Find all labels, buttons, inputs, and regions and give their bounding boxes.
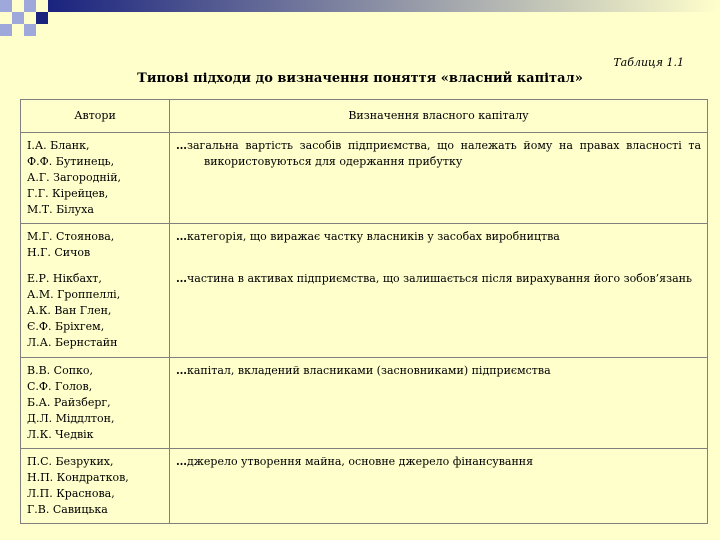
author-name: Г.Г. Кірейцев,: [27, 187, 109, 200]
author-name: Ф.Ф. Бутинець,: [27, 155, 115, 168]
table-header-row: [21, 100, 708, 133]
authors-cell: [21, 358, 170, 449]
definition-cell: [170, 133, 708, 224]
author-name: Б.А. Райзберг,: [27, 396, 111, 409]
definition-text: [176, 363, 701, 379]
definition-body: категорія, що виражає частку власників у засобах виробництва: [187, 230, 560, 243]
ellipsis-mark: …: [176, 230, 187, 243]
authors-cell: [21, 224, 170, 358]
author-name: Е.Р. Нікбахт,: [27, 272, 102, 285]
author-name: Г.В. Савицька: [27, 503, 108, 516]
capital-definitions-table: [20, 99, 708, 524]
author-name: А.К. Ван Глен,: [27, 304, 112, 317]
definition-text: [176, 454, 701, 470]
table-row: [21, 224, 708, 358]
ellipsis-mark: …: [176, 139, 187, 152]
author-name: М.Г. Стоянова,: [27, 230, 115, 243]
ellipsis-mark: …: [176, 272, 187, 285]
definition-cell: [170, 224, 708, 358]
ellipsis-mark: …: [176, 364, 187, 377]
author-name: Є.Ф. Бріхгем,: [27, 320, 105, 333]
author-name: С.Ф. Голов,: [27, 380, 93, 393]
ellipsis-mark: …: [176, 455, 187, 468]
author-name: М.Т. Білуха: [27, 203, 94, 216]
definition-text: [176, 271, 701, 287]
table-caption: Таблиця 1.1: [613, 56, 684, 69]
author-name: Л.К. Чедвік: [27, 428, 94, 441]
definition-body: капітал, вкладений власниками (засновниками) підприємства: [187, 364, 551, 377]
table-row: [21, 358, 708, 449]
author-name: А.М. Гроппеллі,: [27, 288, 121, 301]
definition-body: загальна вартість засобів підприємства, що належать йому на правах власності та використовуються для одержання прибутку: [187, 139, 701, 168]
decorative-header-squares: [0, 0, 720, 40]
author-name: Н.Г. Сичов: [27, 246, 91, 259]
table-row: [21, 133, 708, 224]
page-title: Типові підходи до визначення поняття «власний капітал»: [137, 71, 583, 86]
header-authors: Автори: [21, 100, 170, 133]
author-name: Н.П. Кондратков,: [27, 471, 129, 484]
author-name: Д.Л. Міддлтон,: [27, 412, 115, 425]
definition-body: джерело утворення майна, основне джерело фінансування: [187, 455, 534, 468]
definition-text: [176, 138, 701, 170]
author-name: А.Г. Загородній,: [27, 171, 122, 184]
header-definition: Визначення власного капіталу: [170, 100, 708, 133]
authors-cell: [21, 133, 170, 224]
author-name: В.В. Сопко,: [27, 364, 94, 377]
definition-cell: [170, 358, 708, 449]
author-name: Л.А. Бернстайн: [27, 336, 118, 349]
author-name: І.А. Бланк,: [27, 139, 90, 152]
authors-cell: [21, 449, 170, 524]
author-name: Л.П. Краснова,: [27, 487, 115, 500]
definition-cell: [170, 449, 708, 524]
definition-body: частина в активах підприємства, що залишається після вирахування його зобов’язань: [187, 272, 692, 285]
table-row: [21, 449, 708, 524]
definition-text: [176, 229, 701, 245]
author-name: П.С. Безруких,: [27, 455, 114, 468]
